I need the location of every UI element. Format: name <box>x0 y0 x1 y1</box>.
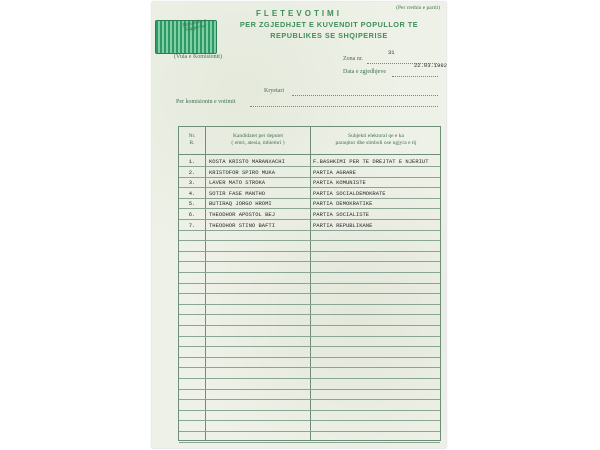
candidate-name: THEODHOR STINO BAFTI <box>209 221 276 229</box>
party-name: PARTIA REPUBLIKANE <box>313 221 373 229</box>
table-row <box>179 336 440 347</box>
date-value: 22.03.1992 <box>414 62 448 69</box>
kryetari-label: Kryetari <box>264 88 284 94</box>
candidate-name: SOTIR FASE MANTHO <box>209 189 266 197</box>
komisioni-label: Per komisionin e votimit <box>176 99 236 105</box>
row-number: 7. <box>188 221 196 229</box>
table-row <box>179 326 440 337</box>
candidate-name: LAVER MATO STROKA <box>209 179 266 187</box>
row-number: 3. <box>188 179 196 187</box>
date-line <box>392 76 438 77</box>
table-row <box>179 220 440 231</box>
header-subject: Subjekti elektoral qe e ka paraqitur dhe simboli ose ngjyra e tij <box>335 133 417 146</box>
candidate-name: BUTIRAQ JORGO HROMI <box>209 200 272 208</box>
ballot-subtitle-1: PER ZGJEDHJET E KUVENDIT POPULLOR TE <box>239 20 419 29</box>
candidate-name: KOSTA KRISTO MARANXACHI <box>209 158 285 165</box>
table-row <box>179 400 440 411</box>
table-row <box>179 432 440 443</box>
table-row <box>179 209 440 220</box>
table-row <box>179 294 440 305</box>
stamp-caption: (Vula e Komisionit) <box>174 54 222 60</box>
row-number: 1. <box>188 158 196 165</box>
stamp-label: Republika e Shqiperise <box>182 18 207 34</box>
table-row <box>179 188 440 199</box>
header-divider <box>179 154 440 155</box>
table-row <box>179 304 440 315</box>
ballot-paper <box>152 2 446 448</box>
party-name: PARTIA AGRARE <box>313 168 356 176</box>
official-stamp <box>155 20 217 54</box>
table-row <box>179 273 440 284</box>
row-number: 5. <box>188 200 196 208</box>
table-row <box>179 177 440 188</box>
table-row <box>179 315 440 326</box>
party-name: F.BASHKIMI PER TE DREJTAT E NJERIUT <box>313 158 429 165</box>
table-row <box>179 230 440 241</box>
candidate-table <box>178 126 441 441</box>
table-row <box>179 389 440 400</box>
table-row <box>179 357 440 368</box>
party-name: PARTIA DEMOKRATIKE <box>313 200 373 208</box>
table-row <box>179 262 440 273</box>
candidate-name: KRISTOFOR SPIRO MUKA <box>209 168 276 176</box>
row-number: 6. <box>188 211 196 218</box>
party-name: PARTIA SOCIALISTE <box>313 211 370 218</box>
zona-value: 31 <box>388 49 395 56</box>
table-row <box>179 241 440 252</box>
ballot-title: FLETEVOTIMI <box>256 9 342 18</box>
table-row <box>179 156 440 167</box>
komisioni-line <box>250 106 438 107</box>
table-row <box>179 283 440 294</box>
table-row <box>179 167 440 178</box>
table-row <box>179 421 440 432</box>
header-candidates: Kandidatet per deputet ( emri, atesia, mbiemri ) <box>231 133 285 146</box>
table-row <box>179 198 440 209</box>
party-name: PARTIA SOCIALDEMOKRATE <box>313 189 386 197</box>
kryetari-line <box>292 95 438 96</box>
header-number: Nr. R. <box>188 133 196 146</box>
ballot-subtitle-2: REPUBLIKES SE SHQIPERISE <box>270 31 388 40</box>
party-name: PARTIA KOMUNISTE <box>313 179 366 187</box>
table-row <box>179 368 440 379</box>
table-row <box>179 379 440 390</box>
table-row <box>179 410 440 421</box>
table-row <box>179 251 440 262</box>
zona-label: Zona nr. <box>343 56 363 62</box>
row-number: 2. <box>188 168 196 176</box>
date-label: Data e zgjedhjeve <box>343 69 386 75</box>
table-row <box>179 347 440 358</box>
candidate-name: THEODHOR APOSTOL BEJ <box>209 211 276 218</box>
corner-note: (Per rrethin e partit) <box>396 5 440 11</box>
row-number: 4. <box>188 189 196 197</box>
